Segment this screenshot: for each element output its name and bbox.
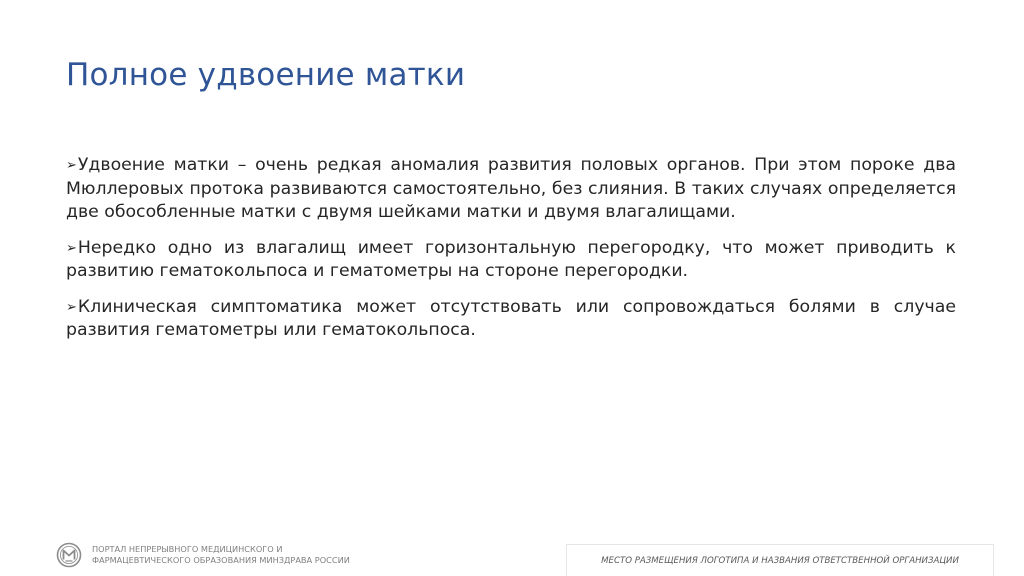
slide-title: Полное удвоение матки [66, 57, 466, 93]
bullet-item [66, 154, 956, 225]
portal-logo-icon [56, 542, 82, 568]
arrowhead-bullet-icon: ➢ [66, 240, 77, 256]
bullet-text: Нередко одно из влагалищ имеет горизонтальную перегородку, что может приводить к развитию гематокольпоса и гематометры на стороне перегородки. [66, 237, 956, 281]
bullet-text: Клиническая симптоматика может отсутствовать или сопровождаться болями в случае развития гематометры или гематокольпоса. [66, 296, 956, 340]
portal-branding [56, 541, 350, 569]
arrowhead-bullet-icon: ➢ [66, 158, 77, 173]
portal-name [92, 544, 350, 566]
arrowhead-bullet-icon: ➢ [66, 299, 77, 315]
bullet-list [66, 154, 956, 355]
bullet-item [66, 296, 956, 343]
organization-logo-placeholder [566, 544, 994, 576]
placeholder-text: МЕСТО РАЗМЕЩЕНИЯ ЛОГОТИПА И НАЗВАНИЯ ОТВЕТСТВЕННОЙ ОРГАНИЗАЦИИ [601, 555, 959, 566]
bullet-item [66, 237, 956, 284]
bullet-text: Удвоение матки – очень редкая аномалия развития половых органов. При этом пороке два Мюллеровых протока развиваются самостоятельно, без слияния. В таких случаях определяется две обособленные матки с двумя шейками матки и двумя влагалищами. [66, 155, 956, 222]
portal-name-line2: ФАРМАЦЕВТИЧЕСКОГО ОБРАЗОВАНИЯ МИНЗДРАВА РОССИИ [92, 555, 350, 565]
portal-name-line1: ПОРТАЛ НЕПРЕРЫВНОГО МЕДИЦИНСКОГО И [92, 544, 283, 554]
